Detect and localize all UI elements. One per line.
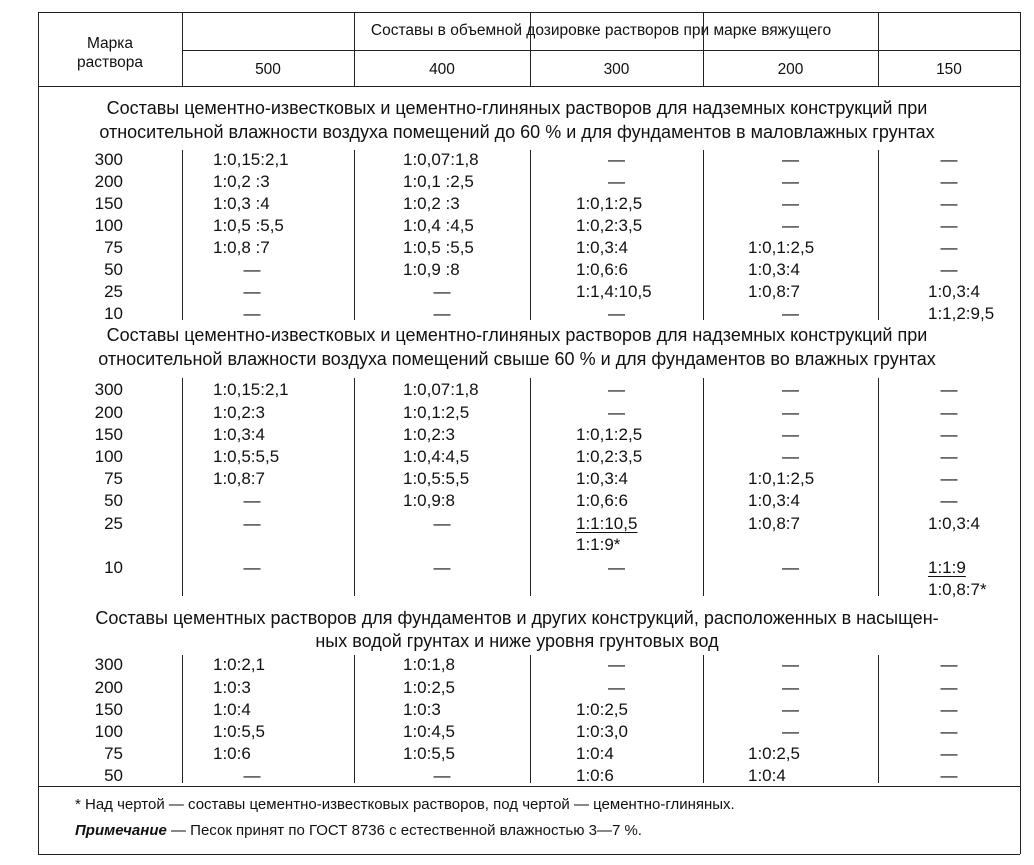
composition-value: 1:0:6 [576, 766, 614, 785]
binder-grade-label: 500 [255, 61, 281, 78]
composition-value: 1:0,1:2,5 [748, 469, 815, 488]
empty-cell-dash: — [782, 150, 799, 169]
composition-value: 1:0,1:2,5 [748, 238, 815, 257]
empty-cell-dash: — [608, 558, 625, 577]
empty-cell-dash: — [243, 558, 261, 577]
composition-value: 1:0,8:7 [213, 469, 265, 488]
row-mark: 25 [104, 514, 123, 533]
empty-cell-dash: — [433, 514, 451, 533]
empty-cell-dash: — [433, 304, 451, 323]
empty-cell-dash: — [940, 655, 958, 674]
empty-cell-dash: — [782, 172, 799, 191]
mark-header-line2: раствора [76, 54, 143, 71]
header-title-divider [182, 50, 1020, 51]
row-mark: 75 [104, 744, 123, 763]
composition-value: 1:0,2 :3 [213, 172, 270, 191]
empty-cell-dash: — [782, 304, 799, 323]
mark-column-header [38, 34, 182, 72]
composition-value: 1:0,3:4 [213, 425, 265, 444]
empty-cell-dash: — [940, 380, 958, 399]
composition-value: 1:0:2,5 [576, 700, 628, 719]
empty-cell-dash: — [940, 700, 958, 719]
section-title-line: относительной влажности воздуха помещений до 60 % и для фундаментов в маловлажных грунтах [99, 122, 935, 142]
composition-value: 1:0,6:6 [576, 491, 628, 510]
notes-top-border [38, 786, 1020, 787]
column-divider [354, 655, 355, 783]
empty-cell-dash: — [243, 260, 261, 279]
column-divider [703, 150, 704, 320]
composition-value: 1:0,15:2,1 [213, 150, 289, 169]
empty-cell-dash: — [433, 558, 451, 577]
composition-value: 1:0,2:3,5 [576, 447, 643, 466]
row-mark: 300 [94, 380, 123, 399]
empty-cell-dash: — [608, 172, 625, 191]
header-bottom-border [38, 86, 1020, 87]
composition-value: 1:0,3:4 [576, 238, 628, 257]
header-column-divider [530, 12, 531, 86]
composition-value: 1:1,4:10,5 [576, 282, 652, 301]
row-mark: 150 [94, 425, 123, 444]
row-mark: 200 [94, 403, 123, 422]
composition-value: 1:0,1:2,5 [403, 403, 470, 422]
section-title-line: Составы цементно-известковых и цементно-глиняных растворов для надземных конструкций при [106, 325, 928, 345]
empty-cell-dash: — [608, 403, 625, 422]
empty-cell-dash: — [940, 491, 958, 510]
column-divider [182, 655, 183, 783]
row-mark: 300 [94, 655, 123, 674]
composition-value: 1:0:4 [576, 744, 614, 763]
composition-value: 1:0,2:3,5 [576, 216, 643, 235]
empty-cell-dash: — [940, 150, 958, 169]
empty-cell-dash: — [608, 150, 625, 169]
empty-cell-dash: — [782, 722, 799, 741]
empty-cell-dash: — [608, 380, 625, 399]
footnote: * Над чертой — составы цементно-известковых растворов, под чертой — цементно-глиняных. [75, 796, 735, 813]
binder-grade-label: 200 [777, 61, 804, 78]
empty-cell-dash: — [243, 514, 261, 533]
empty-cell-dash: — [243, 304, 261, 323]
empty-cell-dash: — [940, 722, 958, 741]
composition-value: 1:0,3 :4 [213, 194, 270, 213]
row-mark: 25 [104, 282, 123, 301]
column-divider [354, 378, 355, 596]
row-mark: 200 [94, 172, 123, 191]
empty-cell-dash: — [940, 744, 958, 763]
composition-value: 1:1,2:9,5 [928, 304, 995, 323]
composition-value: 1:0:1,8 [403, 655, 455, 674]
empty-cell-dash: — [782, 380, 799, 399]
empty-cell-dash: — [940, 403, 958, 422]
row-mark: 50 [104, 260, 123, 279]
composition-value: 1:0,07:1,8 [403, 380, 479, 399]
composition-value: 1:0,2:3 [403, 425, 455, 444]
composition-value: 1:0,4 :4,5 [403, 216, 474, 235]
empty-cell-dash: — [782, 678, 799, 697]
composition-value: 1:0,5:5,5 [213, 447, 280, 466]
row-mark: 50 [104, 491, 123, 510]
empty-cell-dash: — [940, 216, 958, 235]
composition-value: 1:0:2,5 [403, 678, 455, 697]
binder-grade-label: 400 [429, 61, 455, 78]
composition-value: 1:0,2 :3 [403, 194, 460, 213]
composition-value: 1:0,3:4 [928, 282, 980, 301]
empty-cell-dash: — [782, 194, 799, 213]
column-divider [703, 655, 704, 783]
header-column-divider [182, 12, 183, 86]
composition-value: 1:0,5 :5,5 [213, 216, 284, 235]
row-mark: 150 [94, 194, 123, 213]
row-mark: 150 [94, 700, 123, 719]
composition-value: 1:0,6:6 [576, 260, 628, 279]
row-mark: 200 [94, 678, 123, 697]
composition-value: 1:0,3:4 [928, 514, 980, 533]
composition-value: 1:1:9 [928, 558, 966, 577]
composition-value: 1:0,5:5,5 [403, 469, 470, 488]
empty-cell-dash: — [433, 282, 451, 301]
composition-value: 1:0:5,5 [403, 744, 455, 763]
row-mark: 10 [104, 558, 123, 577]
composition-value: 1:0:3 [213, 678, 251, 697]
column-divider [878, 378, 879, 596]
composition-value: 1:0,8:7 [748, 514, 800, 533]
composition-value: 1:0:6 [213, 744, 251, 763]
empty-cell-dash: — [940, 238, 958, 257]
composition-value: 1:0,2:3 [213, 403, 265, 422]
composition-value: 1:0,3:4 [748, 260, 800, 279]
composition-value: 1:0,9 :8 [403, 260, 460, 279]
composition-value: 1:0:3 [403, 700, 441, 719]
binder-header-title: Составы в объемной дозировке растворов при марке вяжущего [370, 22, 832, 39]
section-title-line: ных водой грунтах и ниже уровня грунтовых вод [315, 631, 719, 651]
composition-value: 1:0,4:4,5 [403, 447, 470, 466]
composition-value: 1:0:4,5 [403, 722, 455, 741]
composition-value: 1:0,5 :5,5 [403, 238, 474, 257]
composition-value-below-line: 1:1:9* [576, 535, 621, 554]
row-mark: 75 [104, 469, 123, 488]
composition-value: 1:0:5,5 [213, 722, 265, 741]
column-divider [182, 378, 183, 596]
composition-value: 1:0,8 :7 [213, 238, 270, 257]
composition-value: 1:0,1:2,5 [576, 194, 643, 213]
binder-grade-label: 300 [603, 61, 630, 78]
column-divider [703, 378, 704, 596]
empty-cell-dash: — [940, 469, 958, 488]
composition-value: 1:0,9:8 [403, 491, 455, 510]
header-column-divider [354, 12, 355, 86]
composition-value: 1:0:2,1 [213, 655, 265, 674]
composition-value-below-line: 1:0,8:7* [928, 580, 987, 599]
empty-cell-dash: — [243, 282, 261, 301]
empty-cell-dash: — [940, 425, 958, 444]
composition-value: 1:0,1 :2,5 [403, 172, 474, 191]
composition-value: 1:0,3:4 [576, 469, 628, 488]
column-divider [878, 150, 879, 320]
note-line [75, 823, 642, 838]
column-divider [530, 378, 531, 596]
header-column-divider [878, 12, 879, 86]
composition-value: 1:0,8:7 [748, 282, 800, 301]
column-divider [530, 150, 531, 320]
mark-header-line1: Марка [86, 35, 134, 52]
composition-value: 1:0:4 [748, 766, 786, 785]
composition-value: 1:0,1:2,5 [576, 425, 643, 444]
composition-value: 1:0:4 [213, 700, 251, 719]
composition-value: 1:0,3:4 [748, 491, 800, 510]
empty-cell-dash: — [782, 447, 799, 466]
empty-cell-dash: — [243, 491, 261, 510]
binder-grade-label: 150 [936, 61, 962, 78]
empty-cell-dash: — [940, 194, 958, 213]
empty-cell-dash: — [782, 425, 799, 444]
row-mark: 100 [94, 722, 123, 741]
section-title-line: относительной влажности воздуха помещений свыше 60 % и для фундаментов во влажных грунтах [98, 349, 936, 369]
composition-value: 1:1:10,5 [576, 514, 638, 533]
row-mark: 100 [94, 216, 123, 235]
column-divider [354, 150, 355, 320]
empty-cell-dash: — [940, 172, 958, 191]
empty-cell-dash: — [782, 655, 799, 674]
section-title-line: Составы цементных растворов для фундаментов и других конструкций, расположенных в насыщен- [95, 608, 939, 628]
row-mark: 300 [94, 150, 123, 169]
header-column-divider [703, 12, 704, 86]
empty-cell-dash: — [243, 766, 261, 785]
column-divider [878, 655, 879, 783]
empty-cell-dash: — [608, 678, 625, 697]
composition-value: 1:0,15:2,1 [213, 380, 289, 399]
section-title-line: Составы цементно-известковых и цементно-глиняных растворов для надземных конструкций при [106, 98, 928, 118]
row-mark: 10 [104, 304, 123, 323]
empty-cell-dash: — [782, 403, 799, 422]
column-divider [182, 150, 183, 320]
table-top-border [38, 12, 1020, 13]
column-divider [530, 655, 531, 783]
empty-cell-dash: — [608, 655, 625, 674]
empty-cell-dash: — [940, 260, 958, 279]
composition-value: 1:0:3,0 [576, 722, 628, 741]
row-mark: 100 [94, 447, 123, 466]
empty-cell-dash: — [782, 558, 799, 577]
composition-value: 1:0:2,5 [748, 744, 800, 763]
empty-cell-dash: — [940, 766, 958, 785]
note-label: Примечание [75, 822, 167, 839]
empty-cell-dash: — [782, 700, 799, 719]
empty-cell-dash: — [433, 766, 451, 785]
row-mark: 75 [104, 238, 123, 257]
empty-cell-dash: — [940, 678, 958, 697]
row-mark: 50 [104, 766, 123, 785]
empty-cell-dash: — [940, 447, 958, 466]
empty-cell-dash: — [608, 304, 625, 323]
table-bottom-border [38, 854, 1020, 855]
note-text: — Песок принят по ГОСТ 8736 с естественной влажностью 3—7 %. [166, 822, 642, 839]
empty-cell-dash: — [782, 216, 799, 235]
composition-value: 1:0,07:1,8 [403, 150, 479, 169]
